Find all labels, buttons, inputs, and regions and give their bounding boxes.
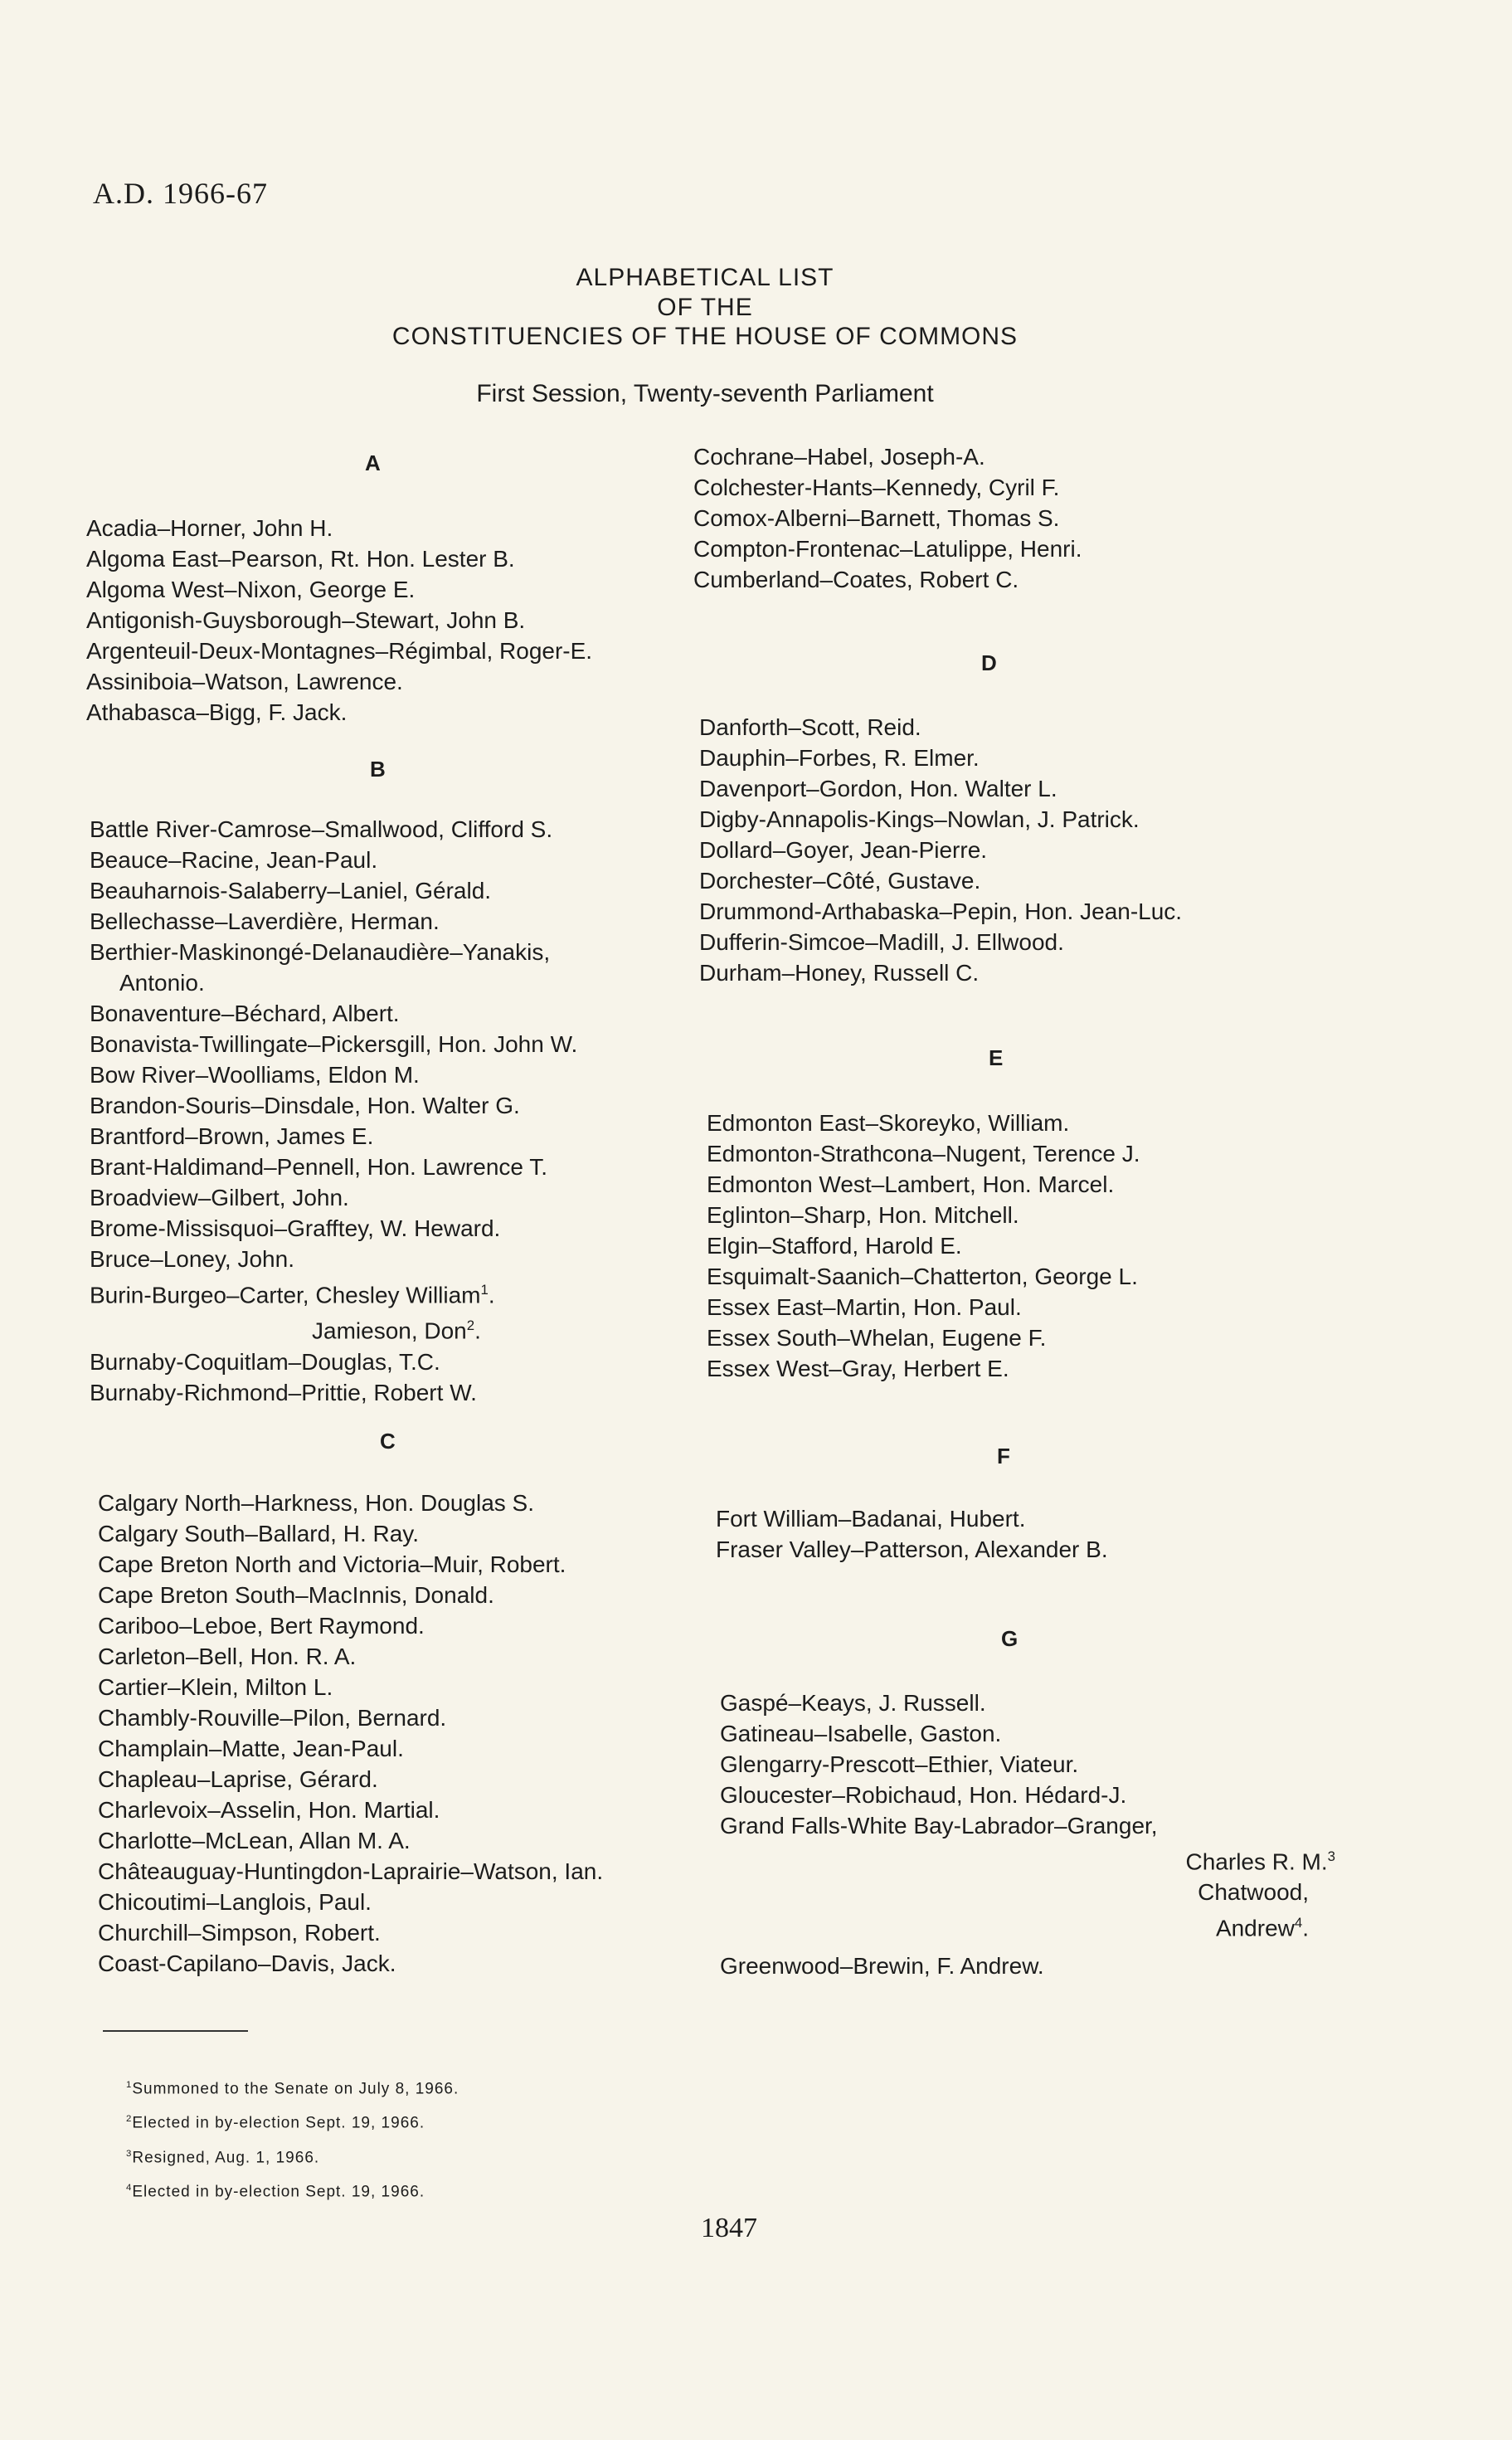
list-item: Fort William–Badanai, Hubert. [716,1506,1026,1532]
entry-text: Burin-Burgeo–Carter, Chesley William [90,1282,481,1308]
footnotes [126,2070,459,2207]
list-item: Carleton–Bell, Hon. R. A. [98,1644,357,1669]
list-item: Charlotte–McLean, Allan M. A. [98,1828,411,1853]
section-b-list [90,814,720,1408]
footnote-2: $^2$Elected in by-election Sept. 19, 1966. [126,2114,425,2132]
list-item: Gloucester–Robichaud, Hon. Hédard-J. [720,1782,1127,1808]
list-item: Athabasca–Bigg, F. Jack. [86,699,348,725]
list-item: Dauphin–Forbes, R. Elmer. [699,745,980,771]
list-item: Drummond-Arthabaska–Pepin, Hon. Jean-Luc. [699,899,1183,924]
list-item: Bonaventure–Béchard, Albert. [90,1001,400,1026]
entry-text: Andrew [1215,1915,1295,1941]
list-item: Gaspé–Keays, J. Russell. [720,1690,986,1716]
session-subtitle: First Session, Twenty-seventh Parliament [476,380,934,407]
list-item [720,1841,1350,1877]
list-item: Châteauguay-Huntingdon-Laprairie–Watson, Ian. [98,1858,604,1884]
title-line-3: CONSTITUENCIES OF THE HOUSE OF COMMONS [391,323,1019,350]
footnote-1: $^1$Summoned to the Senate on July 8, 1966. [126,2080,459,2098]
list-item: Algoma East–Pearson, Rt. Hon. Lester B. [86,546,515,572]
list-item: Brandon-Souris–Dinsdale, Hon. Walter G. [90,1093,520,1118]
list-item: Comox-Alberni–Barnett, Thomas S. [693,505,1060,531]
section-letter-f: F [997,1444,1010,1468]
footnote-divider [103,2030,248,2032]
footnote-mark: 4 [1294,1915,1303,1931]
section-letter-g: G [1001,1626,1019,1651]
list-item: Dollard–Goyer, Jean-Pierre. [699,837,988,863]
section-letter-b: B [370,757,386,782]
section-e-list [707,1108,1370,1384]
section-c-continued-list [693,441,1357,595]
list-item: Gatineau–Isabelle, Gaston. [720,1721,1002,1746]
list-item: Dorchester–Côté, Gustave. [699,868,981,894]
list-item: Acadia–Horner, John H. [86,515,333,541]
list-item: Essex South–Whelan, Eugene F. [707,1325,1047,1351]
list-item: Davenport–Gordon, Hon. Walter L. [699,776,1057,801]
list-item: Brome-Missisquoi–Grafftey, W. Heward. [90,1215,501,1241]
list-item: Bruce–Loney, John. [90,1246,294,1272]
list-item: Argenteuil-Deux-Montagnes–Régimbal, Roger-E. [86,638,593,664]
list-item: Algoma West–Nixon, George E. [86,577,416,602]
list-item: Elgin–Stafford, Harold E. [707,1233,962,1259]
footnote-mark: 1 [480,1282,489,1298]
list-item: Greenwood–Brewin, F. Andrew. [720,1952,1044,1979]
footnote-mark: 3 [1327,1848,1335,1864]
list-item: Chambly-Rouville–Pilon, Bernard. [98,1705,447,1731]
list-item: Bow River–Woolliams, Eldon M. [90,1062,420,1088]
list-item: Edmonton West–Lambert, Hon. Marcel. [707,1171,1115,1197]
list-item: Churchill–Simpson, Robert. [98,1920,381,1946]
list-item: Digby-Annapolis-Kings–Nowlan, J. Patrick. [699,806,1140,832]
list-item: Brantford–Brown, James E. [90,1123,374,1149]
list-item: Bonavista-Twillingate–Pickersgill, Hon. John W. [90,1031,578,1057]
list-item: Bellechasse–Laverdière, Herman. [90,908,440,934]
list-item: Coast-Capilano–Davis, Jack. [98,1951,396,1976]
list-item: Antonio. [119,970,205,996]
list-item: Durham–Honey, Russell C. [699,960,980,986]
list-item: Assiniboia–Watson, Lawrence. [86,669,403,694]
list-item: Cape Breton South–MacInnis, Donald. [98,1582,494,1608]
list-item: Battle River-Camrose–Smallwood, Clifford S. [90,816,553,842]
list-item: Esquimalt-Saanich–Chatterton, George L. [707,1264,1138,1289]
list-item: Cape Breton North and Victoria–Muir, Robert. [98,1551,566,1577]
list-item: Beauce–Racine, Jean-Paul. [90,847,378,873]
list-item: Colchester-Hants–Kennedy, Cyril F. [693,475,1060,500]
section-d-list [699,712,1363,988]
list-item: Burin-Burgeo–Carter, Chesley William$^1$. [90,1282,495,1308]
list-item: Calgary South–Ballard, H. Ray. [98,1521,419,1546]
list-item: Antigonish-Guysborough–Stewart, John B. [86,607,526,633]
entry-text: Charles R. M. [1185,1848,1328,1875]
list-item: Brant-Haldimand–Pennell, Hon. Lawrence T. [90,1154,548,1180]
list-item: Beauharnois-Salaberry–Laniel, Gérald. [90,878,492,903]
section-f-list [716,1503,1379,1565]
footnote-4: $^4$Elected in by-election Sept. 19, 1966. [126,2182,425,2201]
section-letter-a: A [365,450,381,475]
footnote-mark: 2 [466,1317,475,1334]
list-item: Chatwood, [1198,1879,1309,1906]
list-item: Compton-Frontenac–Latulippe, Henri. [693,536,1082,562]
list-item: Andrew$^4$. [1215,1915,1309,1941]
list-item: Chapleau–Laprise, Gérard. [98,1766,378,1792]
list-item: Cochrane–Habel, Joseph-A. [693,444,985,470]
year-label: A.D. 1966-67 [93,177,268,210]
entry-text: Jamieson, Don [312,1317,467,1344]
footnote-3: $^3$Resigned, Aug. 1, 1966. [126,2148,320,2166]
title-line-2: OF THE [657,294,753,321]
page-number: 1847 [701,2213,757,2243]
list-item: Broadview–Gilbert, John. [90,1185,349,1210]
list-item: Edmonton East–Skoreyko, William. [707,1110,1070,1136]
section-a-list [86,513,717,728]
section-letter-c: C [380,1429,396,1454]
list-item: Fraser Valley–Patterson, Alexander B. [716,1537,1108,1562]
section-g-list [720,1688,1350,1981]
section-c-list [98,1488,728,1979]
list-item: Champlain–Matte, Jean-Paul. [98,1736,404,1761]
list-item: Charlevoix–Asselin, Hon. Martial. [98,1797,440,1823]
title-line-1: ALPHABETICAL LIST [576,264,834,291]
list-item: Glengarry-Prescott–Ethier, Viateur. [720,1751,1079,1777]
list-item: Cartier–Klein, Milton L. [98,1674,333,1700]
list-item: Cumberland–Coates, Robert C. [693,567,1019,592]
list-item: Danforth–Scott, Reid. [699,714,921,740]
list-item: Edmonton-Strathcona–Nugent, Terence J. [707,1141,1140,1166]
section-letter-e: E [989,1045,1004,1070]
list-item: Chicoutimi–Langlois, Paul. [98,1889,372,1915]
list-item: Essex East–Martin, Hon. Paul. [707,1294,1022,1320]
list-item: Cariboo–Leboe, Bert Raymond. [98,1613,425,1639]
section-letter-d: D [981,650,997,675]
list-item: Calgary North–Harkness, Hon. Douglas S. [98,1490,535,1516]
list-item: Berthier-Maskinongé-Delanaudière–Yanakis, [90,939,551,965]
list-item: Burnaby-Coquitlam–Douglas, T.C. [90,1348,440,1375]
list-item: Essex West–Gray, Herbert E. [707,1356,1009,1381]
list-item: Burnaby-Richmond–Prittie, Robert W. [90,1379,477,1405]
list-item: Jamieson, Don$^2$. [312,1317,481,1344]
list-item: Grand Falls-White Bay-Labrador–Granger, [720,1813,1158,1839]
list-item: Dufferin-Simcoe–Madill, J. Ellwood. [699,929,1064,955]
list-item: Eglinton–Sharp, Hon. Mitchell. [707,1202,1019,1228]
